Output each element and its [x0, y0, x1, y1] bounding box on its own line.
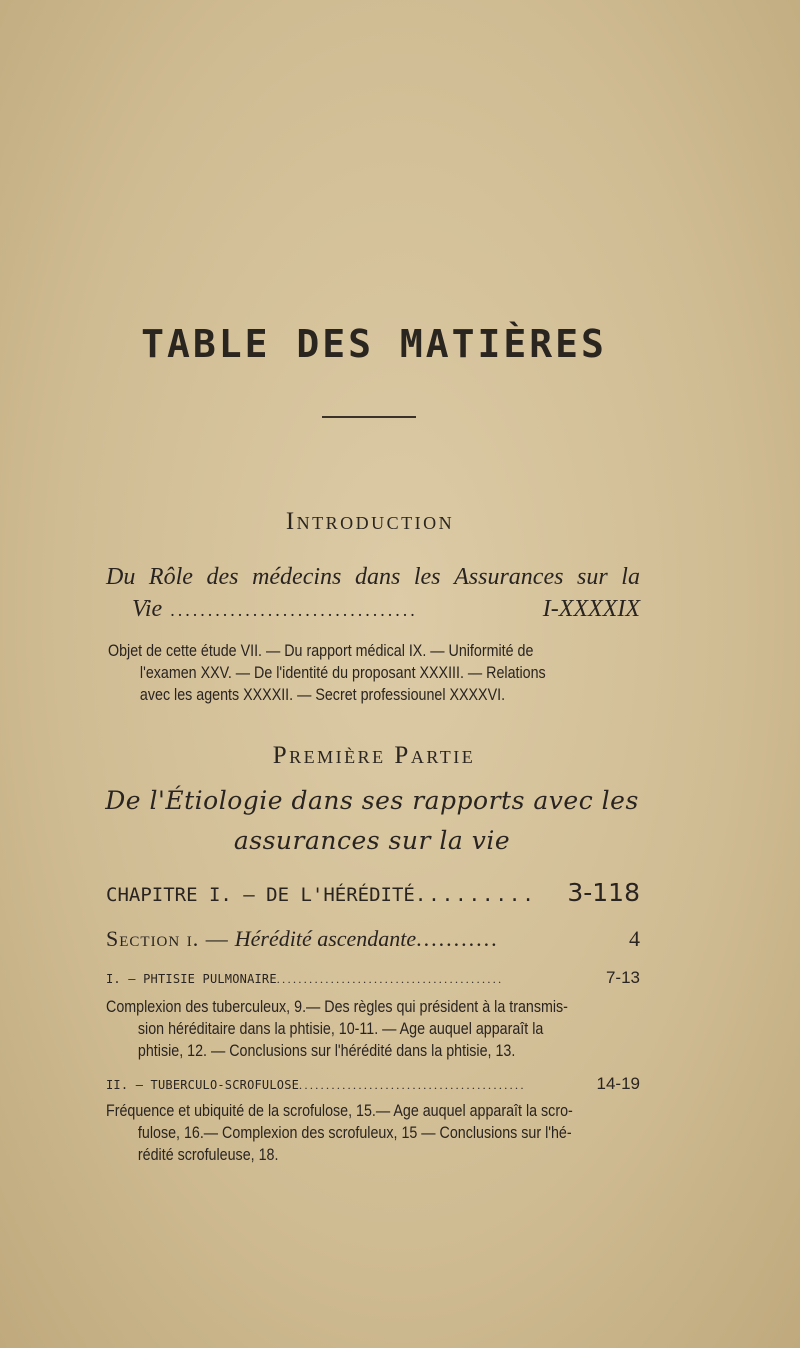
word: sur [577, 564, 608, 590]
introduction-subtitle-line2 [132, 596, 640, 623]
desc-line: Complexion des tuberculeux, 9.— Des règles qui président à la transmis- [106, 997, 568, 1016]
word: dans [354, 564, 401, 590]
entry-pages: 14-19 [596, 1074, 640, 1093]
part-subtitle-line2: assurances sur la vie [233, 826, 511, 855]
page-title: TABLE DES MATIÈRES [141, 322, 607, 366]
section-entry [106, 926, 640, 952]
chapter-entry [106, 878, 640, 907]
word: la [621, 564, 640, 590]
dot-leader: ................................. [170, 600, 418, 620]
introduction-subtitle-end: Vie [132, 596, 163, 622]
entry-pages: 7-13 [605, 968, 640, 987]
desc-line: l'examen XXV. — De l'identité du proposant XXXIII. — Relations [139, 663, 546, 682]
introduction-heading: Introduction [285, 508, 455, 535]
desc-line: avec les agents XXXXII. — Secret professiounel XXXXVI. [139, 685, 506, 704]
introduction-pages: I-XXXXIX [542, 596, 640, 622]
word: des [206, 564, 239, 590]
toc-entry [106, 968, 640, 988]
part-heading: Première Partie [272, 742, 476, 769]
desc-line: phtisie, 12. — Conclusions sur l'hérédité dans la phtisie, 13. [137, 1041, 516, 1060]
entry-label: I. — PHTISIE PULMONAIRE [106, 972, 277, 986]
chapter-pages: 3-118 [567, 878, 640, 907]
desc-line: rédité scrofuleuse, 18. [137, 1145, 279, 1164]
dot-leader: .......................................... [276, 972, 504, 986]
entry-label: II. — TUBERCULO-SCROFULOSE [106, 1078, 300, 1092]
desc-line: fulose, 16.— Complexion des scrofuleux, 15 — Conclusions sur l'hé- [137, 1123, 572, 1142]
word: Du [106, 564, 136, 590]
chapter-label: CHAPITRE I. — DE L'HÉRÉDITÉ [106, 884, 415, 906]
word: les [413, 564, 441, 590]
title-rule [322, 416, 416, 418]
desc-line: Fréquence et ubiquité de la scrofulose, 15.— Age auquel apparaît la scro- [106, 1101, 573, 1120]
section-page: 4 [629, 926, 640, 951]
entry-description [106, 996, 640, 1062]
word: Rôle [148, 564, 193, 590]
dot-leader: ........... [416, 926, 499, 951]
part-subtitle-line1: De l'Étiologie dans ses rapports avec les [105, 786, 639, 815]
dot-leader: .......................................... [299, 1078, 526, 1092]
word: Assurances [454, 564, 564, 590]
section-label: Section i. — [106, 926, 229, 951]
toc-entry [106, 1074, 640, 1094]
entry-description [106, 1100, 640, 1166]
introduction-subtitle-line1 [106, 564, 640, 591]
section-title: Hérédité ascendante [234, 926, 417, 951]
word: médecins [252, 564, 342, 590]
desc-line: sion héréditaire dans la phtisie, 10-11. — Age auquel apparaît la [137, 1019, 544, 1038]
introduction-description [108, 640, 641, 706]
dot-leader: ......... [414, 884, 536, 906]
desc-line: Objet de cette étude VII. — Du rapport médical IX. — Uniformité de [108, 641, 534, 660]
